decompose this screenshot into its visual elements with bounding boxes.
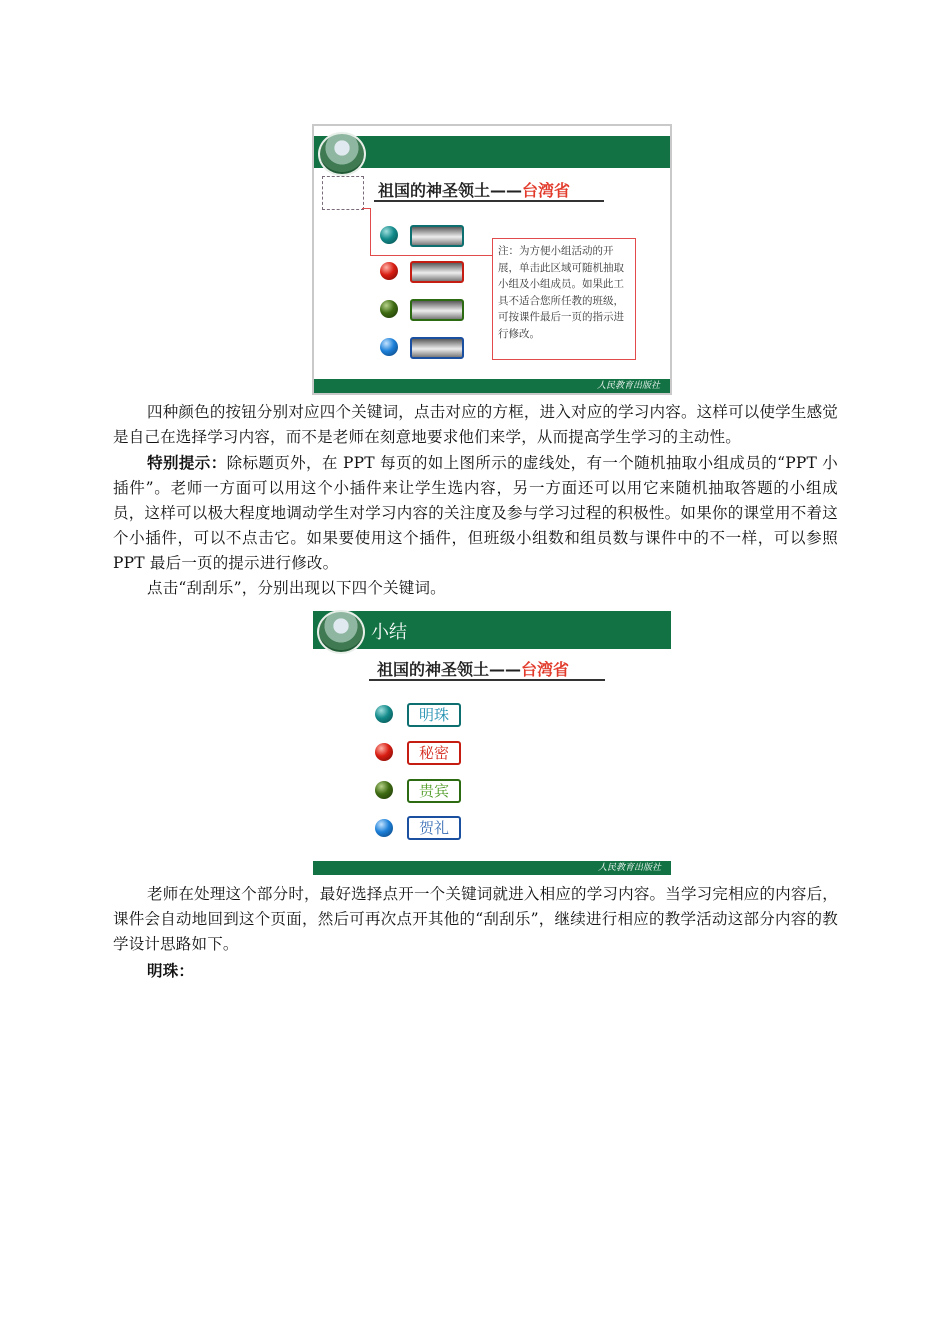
slide-heading: 祖国的神圣领土——台湾省 [377, 660, 570, 679]
special-tip-label: 特别提示： [147, 453, 227, 472]
teal-keyword-button[interactable] [410, 225, 464, 247]
publisher-logo: 人民教育出版社 [596, 381, 660, 391]
blue-ball-icon [380, 338, 398, 356]
publisher-logo: 人民教育出版社 [597, 863, 661, 873]
slide-screenshot-keywords [313, 607, 671, 875]
red-keyword-button[interactable] [410, 261, 464, 283]
heading-underline [374, 200, 604, 202]
green-keyword-button[interactable] [410, 299, 464, 321]
keyword-guibin[interactable]: 贵宾 [407, 779, 461, 803]
slide-footer-bar [313, 861, 671, 875]
random-group-picker-area[interactable] [322, 176, 364, 210]
teal-ball-icon [380, 226, 398, 244]
keyword-mingzhu[interactable]: 明珠 [407, 703, 461, 727]
paragraph-scratch-intro: 点击“刮刮乐”，分别出现以下四个关键词。 [147, 579, 446, 597]
section-label-mingzhu: 明珠： [147, 961, 195, 980]
slide-title: 小结 [371, 622, 407, 643]
paragraph-buttons-explanation: 四种颜色的按钮分别对应四个关键词，点击对应的方框，进入对应的学习内容。这样可以使学生感觉是自己在选择学习内容，而不是老师在刻意地要求他们来学，从而提高学生学习的主动性。 [113, 403, 838, 446]
instruction-note: 注：为方便小组活动的开展，单击此区域可随机抽取小组及小组成员。如果此工具不适合您所任教的班级，可按课件最后一页的指示进行修改。 [492, 238, 636, 360]
slide-header-bar [314, 136, 670, 168]
paragraph-teaching-advice: 老师在处理这个部分时，最好选择点开一个关键词就进入相应的学习内容。当学习完相应的内容后，课件会自动地回到这个页面，然后可再次点开其他的“刮刮乐”，继续进行相应的教学活动这部分内容的教学设计思路如下。 [113, 885, 838, 953]
heading-underline [369, 679, 605, 681]
blue-keyword-button[interactable] [410, 337, 464, 359]
slide-heading: 祖国的神圣领土——台湾省 [378, 181, 571, 200]
slide-footer-bar [314, 379, 670, 393]
green-ball-icon [375, 781, 393, 799]
landscape-photo-icon [317, 610, 365, 654]
red-ball-icon [375, 743, 393, 761]
green-ball-icon [380, 300, 398, 318]
landscape-photo-icon [318, 132, 366, 176]
paragraph-special-tip: 特别提示：除标题页外，在 PPT 每页的如上图所示的虚线处，有一个随机抽取小组成员的“PPT 小插件”。老师一方面可以用这个小插件来让学生选内容，另一方面还可以用它来随机抽取答题的小组成员，这样可以极大程度地调动学生对学习内容的关注度及参与学习过程的积极性。如果你的课堂用不着这个小插件，可以不点击它。如果要使用这个插件，但班级小组数和组员数与课件中的不一样，可以参照 PPT 最后一页的提示进行修改。 [113, 453, 838, 572]
blue-ball-icon [375, 819, 393, 837]
keyword-heli[interactable]: 贺礼 [407, 816, 461, 840]
teal-ball-icon [375, 705, 393, 723]
slide-header-bar [313, 611, 671, 649]
red-ball-icon [380, 262, 398, 280]
slide-screenshot-buttons [312, 124, 672, 395]
keyword-mimi[interactable]: 秘密 [407, 741, 461, 765]
